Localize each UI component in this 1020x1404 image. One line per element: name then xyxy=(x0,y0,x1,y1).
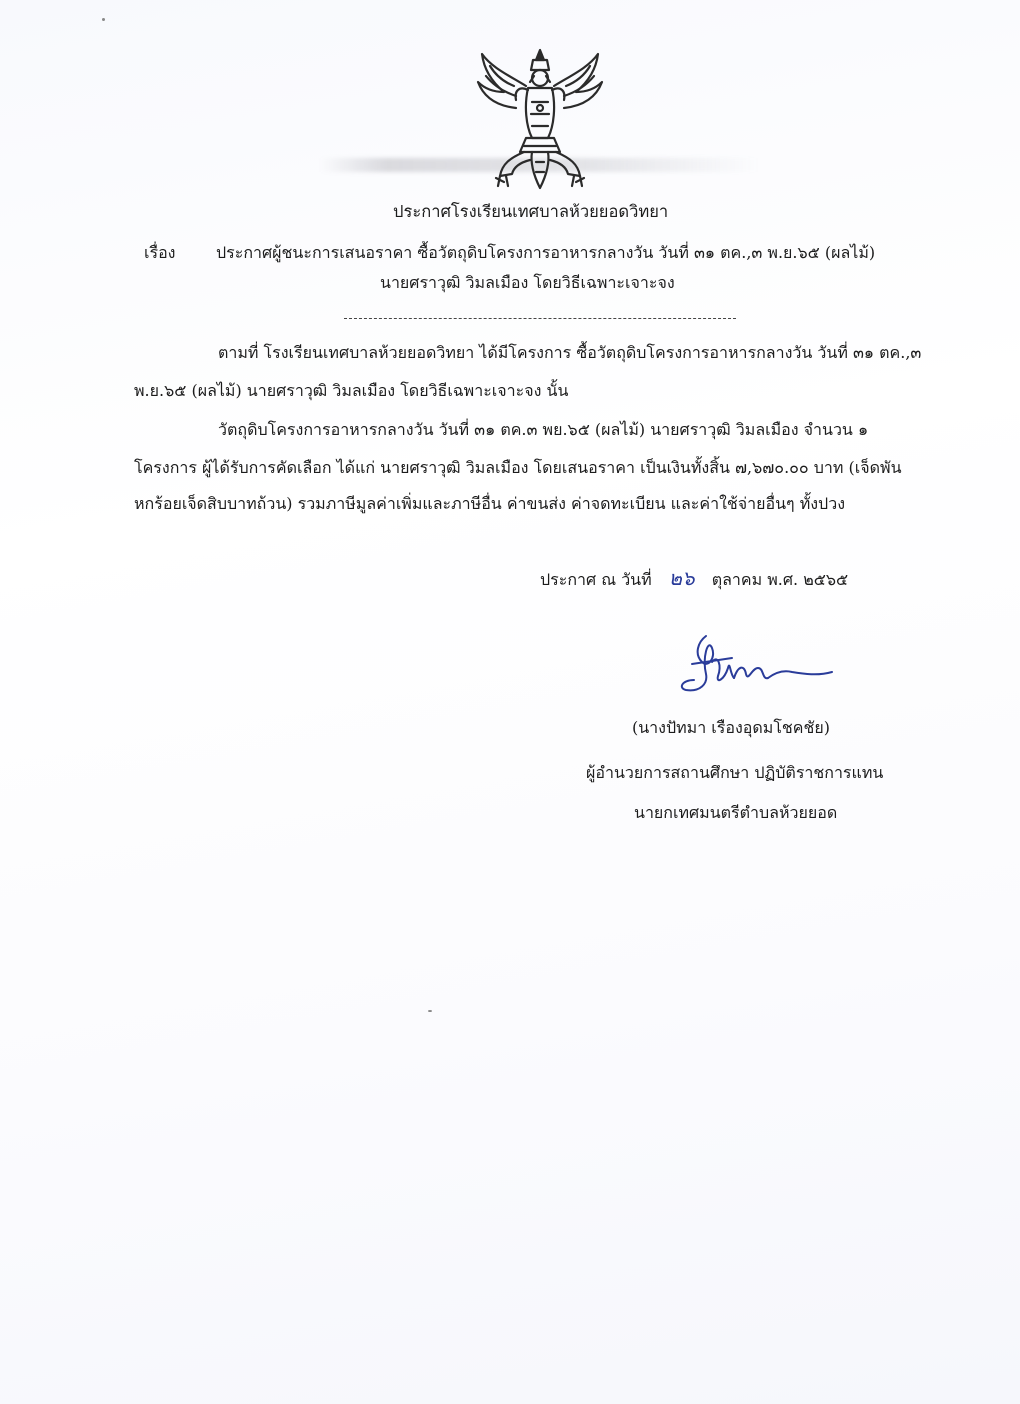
signer-name: (นางปัทมา เรืองอุดมโชคชัย) xyxy=(632,718,830,737)
announce-date xyxy=(540,568,848,588)
paragraph2-line3: หกร้อยเจ็ดสิบบาทถ้วน) รวมภาษีมูลค่าเพิ่มและภาษีอื่น ค่าขนส่ง ค่าจดทะเบียน และค่าใช้จ่ายอื่นๆ ทั้งปวง xyxy=(134,494,846,513)
paragraph2-line2: โครงการ ผู้ได้รับการคัดเลือก ได้แก่ นายศราวุฒิ วิมลเมือง โดยเสนอราคา เป็นเงินทั้งสิ้น ๗,๖๗๐.๐๐ บาท (เจ็ดพัน xyxy=(134,458,902,477)
paragraph1-line2: พ.ย.๖๕ (ผลไม้) นายศราวุฒิ วิมลเมือง โดยวิธีเฉพาะเจาะจง นั้น xyxy=(134,381,569,400)
signature-icon xyxy=(672,628,842,700)
announce-prefix: ประกาศ ณ วันที่ xyxy=(540,570,652,589)
subject-text: ประกาศผู้ชนะการเสนอราคา ซื้อวัตถุดิบโครงการอาหารกลางวัน วันที่ ๓๑ ตค.,๓ พ.ย.๖๕ (ผลไม้) xyxy=(216,243,876,262)
announce-suffix: ตุลาคม พ.ศ. ๒๕๖๕ xyxy=(711,570,849,589)
subject-label: เรื่อง xyxy=(144,243,176,262)
subject-continued: นายศราวุฒิ วิมลเมือง โดยวิธีเฉพาะเจาะจง xyxy=(380,273,675,292)
paragraph2-line1: วัตถุดิบโครงการอาหารกลางวัน วันที่ ๓๑ ตค.๓ พย.๖๕ (ผลไม้) นายศราวุฒิ วิมลเมือง จำนวน ๑ xyxy=(218,420,869,439)
divider-line xyxy=(344,318,736,319)
scan-speck xyxy=(102,18,105,21)
scan-speck xyxy=(428,1010,432,1012)
garuda-emblem-icon xyxy=(470,46,610,194)
paragraph1-line1: ตามที่ โรงเรียนเทศบาลห้วยยอดวิทยา ได้มีโครงการ ซื้อวัตถุดิบโครงการอาหารกลางวัน วันที่ ๓๑ ตค.,๓ xyxy=(218,343,922,362)
document-title: ประกาศโรงเรียนเทศบาลห้วยยอดวิทยา xyxy=(393,202,669,221)
signer-position-line1: ผู้อำนวยการสถานศึกษา ปฏิบัติราชการแทน xyxy=(586,763,884,782)
signer-position-line2: นายกเทศมนตรีตำบลห้วยยอด xyxy=(634,803,838,822)
announce-day-handwritten: ๒๖ xyxy=(668,566,695,590)
